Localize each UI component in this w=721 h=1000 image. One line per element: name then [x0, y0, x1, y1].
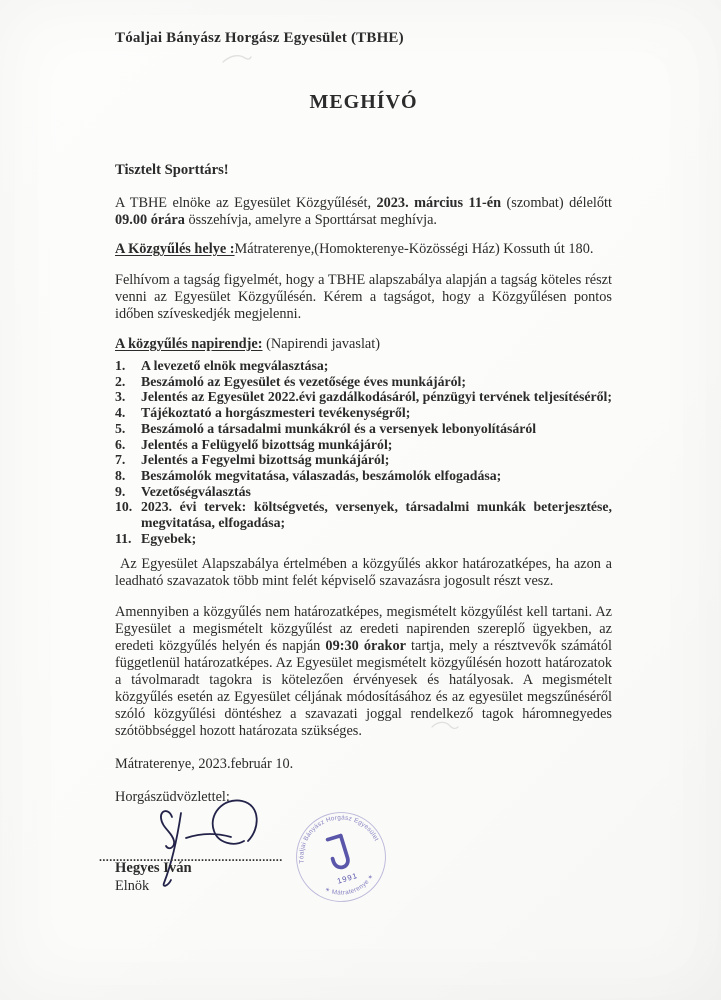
repeat-text-post: tartja, mely a résztvevők számától függetlenül határozatképes. Az Egyesület megismételt közgyűlésén hozott határozatok a távolmaradt tagokra is kötelezően érvényesek és hatályosak. A megismételt közgyűlés esetén az Egyesület céljának módosításához és az egyesület megszűnéséről szóló közgyűlési döntéshez a szavazati joggal rendelkező tagok háromnegyedes szótöbbséggel hozott határozata szükséges. — [115, 638, 612, 740]
agenda-heading — [115, 336, 612, 353]
stamp-arc-top-text: Tóaljai Bányász Horgász Egyesület — [298, 814, 380, 865]
agenda-item: Beszámolók megvitatása, válaszadás, beszámolók elfogadása; — [141, 467, 502, 483]
agenda-item: Jelentés az Egyesület 2022.évi gazdálkodásáról, pénzügyi tervének teljesítéséről; — [141, 389, 612, 405]
scan-smudge — [430, 719, 460, 733]
agenda-item: Jelentés a Fegyelmi bizottság munkájáról; — [141, 452, 390, 468]
signatory-name: Hegyes Iván — [115, 860, 192, 877]
closing: Horgászüdvözlettel: — [115, 789, 230, 806]
location-label: A Közgyűlés helye : — [115, 241, 235, 257]
meeting-date: 2023. március 11-én — [376, 195, 502, 211]
salutation: Tisztelt Sporttárs! — [115, 162, 229, 178]
invite-paragraph — [115, 195, 612, 229]
invite-text-mid: (szombat) délelőtt — [501, 195, 612, 211]
agenda-item: A levezető elnök megválasztása; — [141, 358, 329, 373]
dateline: Mátraterenye, 2023.február 10. — [115, 756, 294, 773]
repeat-meeting-paragraph — [115, 604, 612, 740]
location-value: Mátraterenye,(Homokterenye-Közösségi Ház) Kossuth út 180. — [234, 241, 594, 257]
document-title: MEGHÍVÓ — [309, 91, 418, 113]
signature-line: ...................................................... — [99, 850, 283, 865]
invite-text-post: összehívja, amelyre a Sporttársat meghívja. — [184, 212, 437, 228]
signature-block — [99, 814, 612, 912]
signatory-role: Elnök — [115, 878, 150, 895]
org-name: Tóaljai Bányász Horgász Egyesület (TBHE) — [115, 30, 404, 46]
agenda-heading-label: A közgyűlés napirendje: — [115, 336, 263, 352]
attendance-notice: Felhívom a tagság figyelmét, hogy a TBHE alapszabálya alapján a tagság köteles részt venni az Egyesület Közgyűlésén. Kérem a tagságot, hogy a Közgyűlésen pontos időben szíveskedjék megjelenni. — [115, 272, 612, 322]
location-line — [115, 241, 612, 258]
agenda-item: Beszámoló a társadalmi munkákról és a versenyek lebonyolításáról — [141, 420, 537, 436]
fish-hook-icon — [327, 836, 350, 870]
agenda-item: Beszámoló az Egyesület és vezetősége éves munkájáról; — [141, 373, 466, 389]
agenda-list — [115, 358, 612, 546]
agenda-item: 2023. évi tervek: költségvetés, versenyek, társadalmi munkák beterjesztése, megvitatása, elfogadása; — [141, 499, 612, 531]
agenda-item: Vezetőségválasztás — [141, 483, 251, 499]
stamp-arc-bottom-text: ✶ Mátraterenye ✶ — [323, 873, 376, 898]
meeting-time: 09.00 órára — [115, 212, 185, 228]
association-stamp — [282, 799, 399, 916]
agenda-heading-suffix: (Napirendi javaslat) — [262, 336, 381, 352]
scan-smudge — [221, 50, 253, 68]
repeat-meeting-time: 09:30 órakor — [325, 638, 406, 655]
repeat-text-pre: Amennyiben a közgyűlés nem határozatképes, megismételt közgyűlést kell tartani. Az Egyesület a megismételt közgyűlést az eredeti napirenden szereplő ügyekben, az eredeti közgyűlés helyén és napján — [115, 604, 612, 655]
invite-text-pre: A TBHE elnöke az Egyesület Közgyűlését, — [115, 195, 377, 211]
agenda-item: Tájékoztató a horgászmesteri tevékenységről; — [141, 405, 411, 421]
agenda-item: Egyebek; — [141, 530, 197, 546]
quorum-paragraph: Az Egyesület Alapszabálya értelmében a közgyűlés akkor határozatképes, ha azon a leadható szavazatok több mint felét képviselő szavazásra jogosult részt vesz. — [115, 556, 612, 590]
stamp-year: 1991 — [336, 871, 359, 887]
agenda-item: Jelentés a Felügyelő bizottság munkájáról; — [141, 436, 393, 452]
handwritten-signature — [145, 798, 275, 898]
